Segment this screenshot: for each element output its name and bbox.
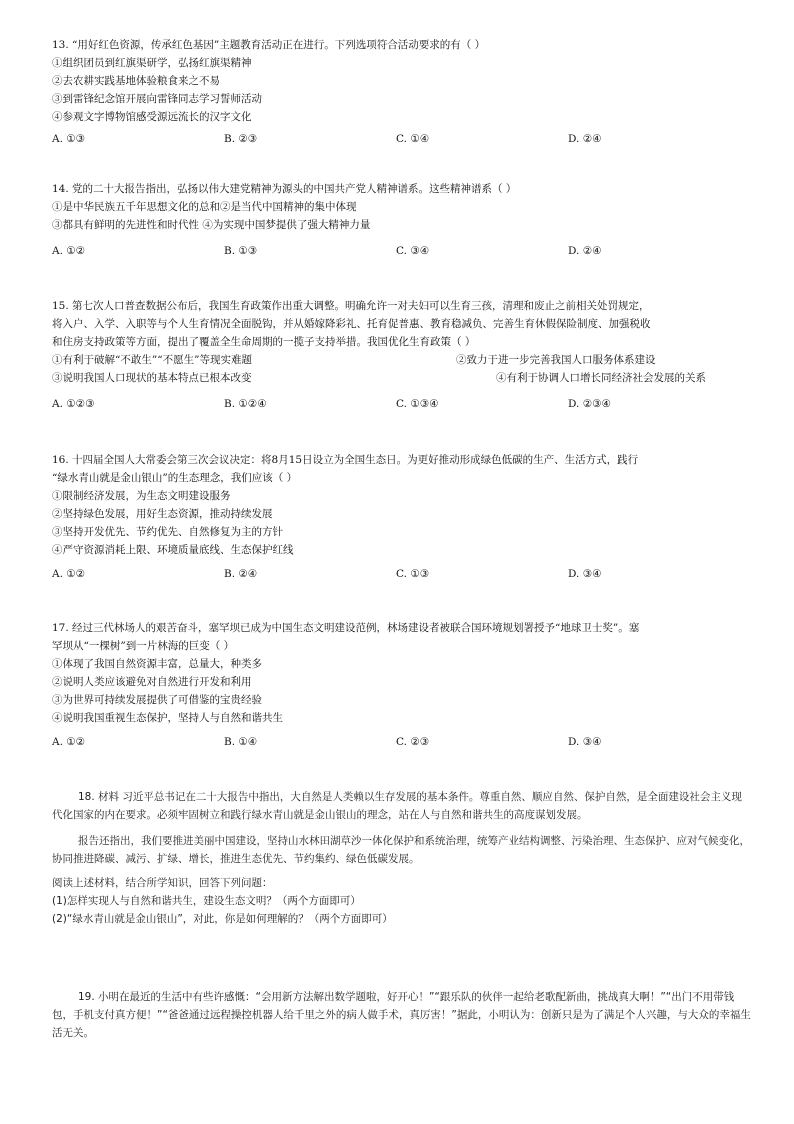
question-14-option-b[interactable]: B. ①③ <box>224 245 258 257</box>
question-13-item-4: ④参观文字博物馆感受源远流长的汉字文化 <box>52 111 252 123</box>
question-17-options <box>52 733 752 751</box>
question-16-item-1: ①限制经济发展，为生态文明建设服务 <box>52 490 231 502</box>
question-17-stem-line-2: 罕坝从“一棵树”到一片林海的巨变（ ） <box>52 640 235 652</box>
question-19-paragraph: 19. 小明在最近的生活中有些许感慨：“会用新方法解出数学题啦，好开心！”“跟乐队的伙伴一起给老歌配新曲，挑战真大啊！”“出门不用带钱包，手机支付真方便！”“爸爸通过远程操控机器人给千里之外的病人做手术，真厉害！”据此，小明认为：创新只是为了满足个人兴趣，与大众的幸福生活无关。 <box>52 991 751 1039</box>
question-17-option-b[interactable]: B. ①④ <box>224 736 258 748</box>
question-14-option-c[interactable]: C. ③④ <box>396 245 430 257</box>
question-14 <box>52 180 752 260</box>
question-13-item-2: ②去农耕实践基地体验粮食来之不易 <box>52 75 220 87</box>
question-15-item-4: ④有利于协调人口增长同经济社会发展的关系 <box>496 372 706 384</box>
question-14-item-1: ①是中华民族五千年思想文化的总和②是当代中国精神的集中体现 <box>52 201 357 213</box>
question-16-option-c[interactable]: C. ①③ <box>396 568 430 580</box>
question-16-option-d[interactable]: D. ③④ <box>568 568 602 580</box>
question-17 <box>52 619 752 751</box>
question-17-option-d[interactable]: D. ③④ <box>568 736 602 748</box>
question-16-item-2: ②坚持绿色发展，用好生态资源，推动持续发展 <box>52 508 273 520</box>
question-14-stem: 14. 党的二十大报告指出，弘扬以伟大建党精神为源头的中国共产党人精神谱系。这些精神谱系（ ） <box>52 183 517 195</box>
question-17-option-c[interactable]: C. ②③ <box>396 736 430 748</box>
question-19 <box>52 988 752 1042</box>
question-16-option-b[interactable]: B. ②④ <box>224 568 258 580</box>
question-15-item-2: ②致力于进一步完善我国人口服务体系建设 <box>456 354 656 366</box>
question-18-material-paragraph-2: 报告还指出，我们要推进美丽中国建设，坚持山水林田湖草沙一体化保护和系统治理，统筹产业结构调整、污染治理、生态保护、应对气候变化，协同推进降碳、减污、扩绿、增长，推进生态优先、节约集约、绿色低碳发展。 <box>52 835 750 865</box>
question-18 <box>52 788 752 928</box>
question-14-options <box>52 242 752 260</box>
question-13-options <box>52 130 752 148</box>
question-16 <box>52 451 752 583</box>
question-15-option-a[interactable]: A. ①②③ <box>52 398 95 410</box>
question-13-option-d[interactable]: D. ②④ <box>568 133 602 145</box>
question-15-items-row-2 <box>52 369 752 387</box>
question-16-option-a[interactable]: A. ①② <box>52 568 86 580</box>
question-16-stem-line-1: 16. 十四届全国人大常委会第三次会议决定：将8月15日设立为全国生态日。为更好推动形成绿色低碳的生产、生活方式，践行 <box>52 454 639 466</box>
question-18-prompt: 阅读上述材料，结合所学知识，回答下列问题： <box>52 877 273 889</box>
question-18-material-paragraph-1: 18. 材料 习近平总书记在二十大报告中指出，大自然是人类赖以生存发展的基本条件。尊重自然、顺应自然、保护自然，是全面建设社会主义现代化国家的内在要求。必须牢固树立和践行绿水青山就是金山银山的理念，站在人与自然和谐共生的高度谋划发展。 <box>52 791 742 821</box>
question-13-option-c[interactable]: C. ①④ <box>396 133 430 145</box>
question-14-item-2: ③都具有鲜明的先进性和时代性 ④为实现中国梦提供了强大精神力量 <box>52 219 371 231</box>
question-15-stem-line-1: 15. 第七次人口普查数据公布后，我国生育政策作出重大调整。明确允许一对夫妇可以生育三孩，清理和废止之前相关处罚规定， <box>52 300 650 312</box>
question-16-options <box>52 565 752 583</box>
question-15-stem-line-3: 和住房支持政策等方面，提出了覆盖全生命周期的一揽子支持举措。我国优化生育政策（ ） <box>52 336 476 348</box>
question-16-item-4: ④严守资源消耗上限、环境质量底线、生态保护红线 <box>52 544 294 556</box>
question-13-item-3: ③到雷锋纪念馆开展向雷锋同志学习誓师活动 <box>52 93 262 105</box>
question-13-option-a[interactable]: A. ①③ <box>52 133 86 145</box>
question-17-item-1: ①体现了我国自然资源丰富，总量大，种类多 <box>52 658 262 670</box>
question-13-stem: 13. “用好红色资源，传承红色基因”主题教育活动正在进行。下列选项符合活动要求的有（ ） <box>52 39 486 51</box>
question-15-item-1: ①有利于破解“不敢生”“不愿生”等现实难题 <box>52 354 252 366</box>
question-15-options <box>52 395 752 413</box>
question-15-stem-line-2: 将入户、入学、入职等与个人生育情况全面脱钩，并从婚嫁降彩礼、托育促普惠、教育稳减负、完善生育休假保险制度、加强税收 <box>52 318 651 330</box>
question-14-option-d[interactable]: D. ②④ <box>568 245 602 257</box>
question-17-item-4: ④说明我国重视生态保护，坚持人与自然和谐共生 <box>52 712 283 724</box>
question-15-option-c[interactable]: C. ①③④ <box>396 398 439 410</box>
question-17-stem-line-1: 17. 经过三代林场人的艰苦奋斗，塞罕坝已成为中国生态文明建设范例，林场建设者被联合国环境规划署授予“地球卫士奖”。塞 <box>52 622 640 634</box>
question-13-option-b[interactable]: B. ②③ <box>224 133 258 145</box>
question-17-option-a[interactable]: A. ①② <box>52 736 86 748</box>
question-15 <box>52 297 752 413</box>
question-13 <box>52 36 752 148</box>
question-15-items-row-1 <box>52 351 752 369</box>
question-15-option-b[interactable]: B. ①②④ <box>224 398 267 410</box>
question-14-option-a[interactable]: A. ①② <box>52 245 86 257</box>
question-18-subquestion-1: (1)怎样实现人与自然和谐共生，建设生态文明？（两个方面即可） <box>52 895 361 907</box>
question-16-item-3: ③坚持开发优先、节约优先、自然修复为主的方针 <box>52 526 283 538</box>
question-13-item-1: ①组织团员到红旗渠研学，弘扬红旗渠精神 <box>52 57 252 69</box>
question-18-subquestion-2: (2)“绿水青山就是金山银山”，对此，你是如何理解的？（两个方面即可） <box>52 913 393 925</box>
question-17-item-2: ②说明人类应该避免对自然进行开发和利用 <box>52 676 252 688</box>
question-16-stem-line-2: “绿水青山就是金山银山”的生态理念，我们应该（ ） <box>52 472 298 484</box>
question-15-item-3: ③说明我国人口现状的基本特点已根本改变 <box>52 372 252 384</box>
question-17-item-3: ③为世界可持续发展提供了可借鉴的宝贵经验 <box>52 694 262 706</box>
question-15-option-d[interactable]: D. ②③④ <box>568 398 611 410</box>
